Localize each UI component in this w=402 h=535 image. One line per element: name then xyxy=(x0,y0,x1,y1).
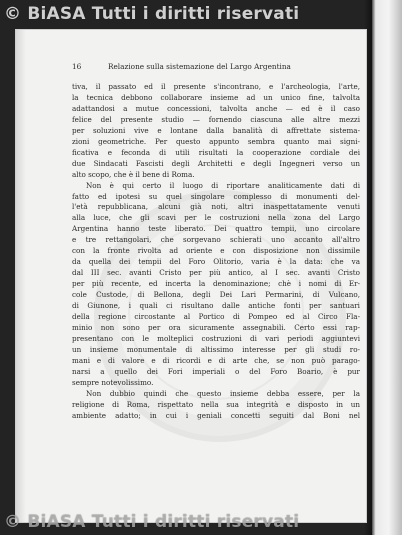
text-line: per soluzioni vive e lontane dalla banalità di affrettate sistema- xyxy=(72,125,360,135)
text-line: di Giunone, i quali ci risultano dalle antiche fonti per santuari xyxy=(72,301,360,311)
text-line: minio non sono per ora sicuramente assegnabili. Certo essi rap- xyxy=(72,322,360,332)
text-line: della regione circostante al Portico di Pompeo ed al Circo Fla- xyxy=(72,312,360,322)
copyright-watermark-bottom: © BiASA Tutti i diritti riservati xyxy=(4,512,300,532)
text-line: cole Custode, di Bellona, degli Dei Lari Permarini, di Vulcano, xyxy=(72,290,360,300)
text-line: due Sindacati Fascisti degli Architetti e degli Ingegneri verso un xyxy=(72,158,360,168)
text-line: con la fronte rivolta ad oriente e con disposizione non dissimile xyxy=(72,246,360,256)
text-line: alto scopo, che è il bene di Roma. xyxy=(72,169,195,179)
text-line: e tre rettangolari, che sorgevano schierati uno accanto all'altro xyxy=(72,235,360,245)
text-line: Non dubbio quindi che questo insieme debba essere, per la xyxy=(86,388,360,398)
text-line: la tecnica debbono collaborare insieme ad un unico fine, talvolta xyxy=(72,92,360,102)
text-line: Non è qui certo il luogo di riportare analiticamente dati di xyxy=(86,180,360,190)
text-line: sempre notevolissimo. xyxy=(72,377,154,387)
body-text xyxy=(72,82,360,422)
page-number: 16 xyxy=(72,62,82,71)
text-line: alla luce, che gli scavi per le costruzioni nella zona del Largo xyxy=(72,213,360,223)
text-line: Argentina hanno teste liberato. Dei quattro tempii, uno circolare xyxy=(72,224,360,234)
text-line: l'età repubblicana, alcuni già noti, altri inaspettatamente venuti xyxy=(72,202,360,212)
book-spine xyxy=(372,0,402,535)
text-line: tiva, il passato ed il presente s'incontrano, e l'archeologia, l'arte, xyxy=(72,82,360,91)
text-line: zioni geometriche. Per questo appunto sembra quanto mai signi- xyxy=(72,136,360,146)
running-title: Relazione sulla sistemazione del Largo Argentina xyxy=(108,62,291,71)
text-line: dal III sec. avanti Cristo per più antico, al I sec. avanti Cristo xyxy=(72,268,360,278)
text-line: un insieme monumentale di altissimo interesse per gli studi ro- xyxy=(72,344,360,354)
text-line: fatto ed ipotesi su quel singolare complesso di monumenti del- xyxy=(72,191,360,201)
page-gutter xyxy=(16,30,26,522)
text-line: narsi a quello dei Fori imperiali o del Foro Boario, è pur xyxy=(72,366,360,376)
text-line: adattandosi a mutue concessioni, talvolta anche — ed è il caso xyxy=(72,103,360,113)
text-line: felice del presente studio — fornendo ciascuna alle altre mezzi xyxy=(72,114,360,124)
text-line: per più recente, ed incerta la denominazione; chè i nomi di Er- xyxy=(72,279,360,289)
text-line: religione di Roma, rispettato nella sua integrità e disposto in un xyxy=(72,399,360,409)
text-line: ambiente adatto; in cui i geniali concetti seguiti dal Boni nel xyxy=(72,410,360,420)
copyright-watermark-top: © BiASA Tutti i diritti riservati xyxy=(4,4,300,24)
text-line: ficativa e feconda di utili risultati la cooperazione cordiale dei xyxy=(72,147,360,157)
text-line: mani e di valore e di ricordi e di arte che, se non può parago- xyxy=(72,355,360,365)
text-line: presentano con le molteplici costruzioni di vari periodi aggiuntevi xyxy=(72,333,360,343)
text-line: da quella dei tempii del Foro Olitorio, varia è la data: che va xyxy=(72,257,360,267)
